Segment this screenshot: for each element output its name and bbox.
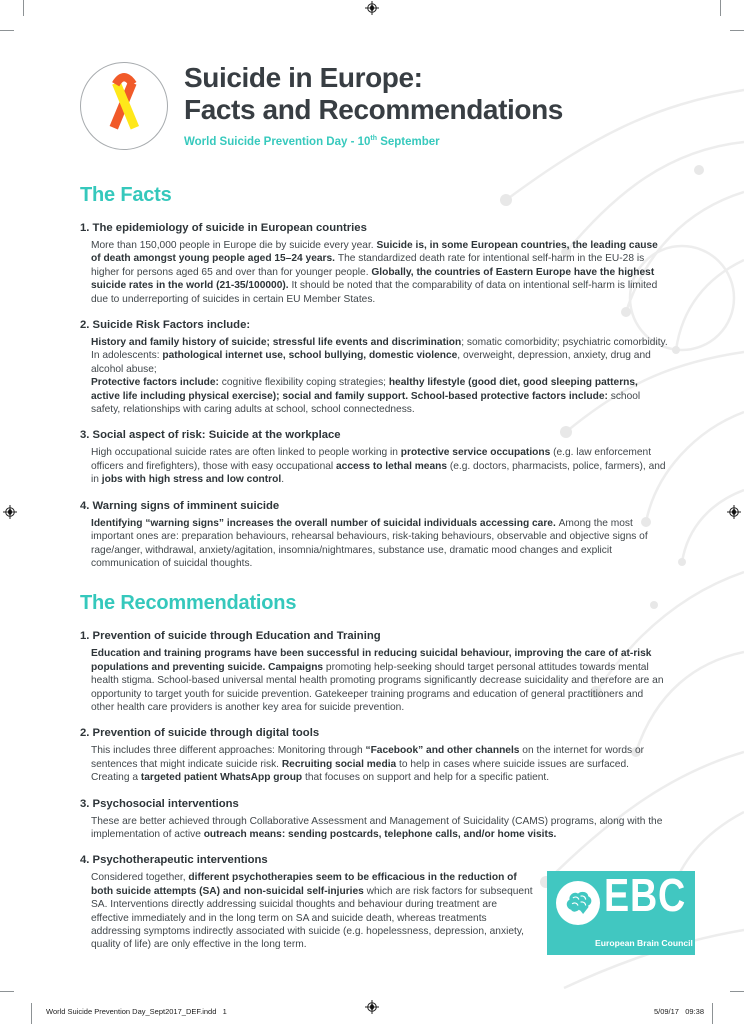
ebc-acronym: EBC bbox=[604, 869, 687, 921]
crop-mark bbox=[730, 991, 744, 992]
page-title-line1: Suicide in Europe: bbox=[184, 62, 423, 93]
recommendation-item-title: 4. Psychotherapeutic interventions bbox=[80, 854, 268, 867]
ebc-logo bbox=[547, 871, 695, 955]
recommendation-item-title: 1. Prevention of suicide through Education and Training bbox=[80, 630, 381, 643]
crop-mark bbox=[31, 1003, 32, 1024]
crop-mark bbox=[720, 0, 721, 16]
page-title bbox=[184, 62, 563, 126]
recommendations-heading: The Recommendations bbox=[80, 592, 297, 615]
document-header bbox=[80, 56, 668, 150]
recommendation-item-title: 3. Psychosocial interventions bbox=[80, 797, 239, 810]
page-subtitle: World Suicide Prevention Day - 10th September bbox=[184, 135, 440, 149]
crop-mark bbox=[0, 30, 14, 31]
fact-item-1 bbox=[80, 222, 668, 306]
registration-mark-icon bbox=[3, 505, 17, 519]
facts-heading: The Facts bbox=[80, 184, 172, 206]
recommendation-item-2 bbox=[80, 727, 668, 784]
awareness-ribbon-logo bbox=[80, 62, 168, 150]
fact-item-title: 4. Warning signs of imminent suicide bbox=[80, 499, 280, 512]
crop-mark bbox=[730, 30, 744, 31]
fact-item-text: History and family history of suicide; stressful life events and discrimination; somatic comorbidity; psychiatric comorbidity. In adolescents: pathological internet use, school bullying, domestic violence, overweight, depression, anxiety, drug and alcohol abuse; bbox=[91, 337, 668, 375]
page-title-line2: Facts and Recommendations bbox=[184, 94, 563, 126]
registration-mark-icon bbox=[727, 505, 741, 519]
document-body bbox=[80, 56, 668, 974]
recommendation-item-title: 2. Prevention of suicide through digital tools bbox=[80, 727, 320, 740]
recommendation-item-text: Considered together, different psychotherapies seem to be efficacious in the reduction of both suicide attempts (SA) and non-suicidal self-injuries which are risk factors for subsequent SA. Interventions directly addressing suicidal thoughts and behaviour during treatment are effective immediately and in the long term on SA and suicide death, whereas treatments addressing symptoms indirectly associated with suicide (e.g. hopelessness, depression, anxiety, quality of life) are only effective in the long term. bbox=[91, 872, 533, 951]
fact-item-text: More than 150,000 people in Europe die by suicide every year. Suicide is, in some European countries, the leading cause of death amongst young people aged 15–24 years. The standardized death rate for intentional self-harm in the EU-28 is higher for persons aged 65 and over than for younger people. Globally, the countries of Eastern Europe have the highest suicide rates in the world (21-35/100000). It should be noted that the comparability of data on intentional self-harm is limited due to underreporting of suicides in certain EU Member States. bbox=[91, 240, 658, 305]
fact-item-title: 1. The epidemiology of suicide in European countries bbox=[80, 222, 367, 234]
crop-mark bbox=[712, 1003, 713, 1024]
recommendation-item-text: These are better achieved through Collaborative Assessment and Management of Suicidality (CAMS) programs, along with the implementation of active outreach means: sending postcards, telephone calls, and/or home visits. bbox=[91, 815, 663, 840]
fact-item-3 bbox=[80, 429, 668, 486]
recommendation-item-text: Education and training programs have been successful in reducing suicidal behaviour, improving the care of at-risk populations and preventing suicide. Campaigns promoting help-seeking should target personal attitudes towards mental health stigma. School-based universal mental health promoting programs significantly decrease suicidality and therefore are an opportunity to target youth for suicide prevention. Gatekeeper training programs and education of general practitioners and other health care providers is another key area for suicide prevention. bbox=[91, 648, 664, 713]
registration-mark-icon bbox=[365, 1, 379, 15]
fact-item-text: Identifying “warning signs” increases the overall number of suicidal individuals accessing care. Among the most important ones are: preparation behaviours, rehearsal behaviours, risk-taking behaviours, observable and objective signs of rage/anger, withdrawal, anxiety/agitation, insomnia/nightmares, substance use, dramatic mood changes and explicit communication of suicidal thoughts. bbox=[91, 517, 648, 569]
registration-mark-icon bbox=[365, 1000, 379, 1014]
fact-item-2 bbox=[80, 319, 668, 416]
fact-item-4 bbox=[80, 500, 668, 571]
fact-item-text: Protective factors include: cognitive flexibility coping strategies; healthy lifestyle (good diet, good sleeping patterns, active life including physical exercise); social and family support. School-based protective factors include: school safety, relationships with caring adults at school, school connectedness. bbox=[91, 377, 641, 416]
title-block bbox=[184, 56, 563, 148]
slug-filename: World Suicide Prevention Day_Sept2017_DEF.indd 1 bbox=[46, 1007, 227, 1016]
facts-section bbox=[80, 184, 668, 570]
recommendation-item-1 bbox=[80, 630, 668, 714]
fact-item-text: High occupational suicide rates are often linked to people working in protective service occupations (e.g. law enforcement officers and firefighters), those with easy occupational access to lethal means (e.g. doctors, pharmacists, police, farmers), and in jobs with high stress and low control. bbox=[91, 447, 666, 486]
crop-mark bbox=[0, 991, 14, 992]
ebc-name: European Brain Council bbox=[595, 938, 693, 948]
awareness-ribbon-icon bbox=[92, 72, 156, 140]
recommendation-item-text: This includes three different approaches: Monitoring through “Facebook” and other channels on the internet for words or sentences that might indicate suicide risk. Recruiting social media to help in cases where suicide issues are surfaced. Creating a targeted patient WhatsApp group that focuses on support and help for a specific patient. bbox=[91, 745, 645, 784]
recommendation-item-3 bbox=[80, 798, 668, 842]
crop-mark bbox=[23, 0, 24, 16]
slug-timestamp: 5/09/17 09:38 bbox=[653, 1007, 704, 1016]
brain-icon bbox=[556, 881, 600, 925]
fact-item-title: 3. Social aspect of risk: Suicide at the workplace bbox=[80, 429, 341, 442]
fact-item-title: 2. Suicide Risk Factors include: bbox=[80, 319, 251, 332]
